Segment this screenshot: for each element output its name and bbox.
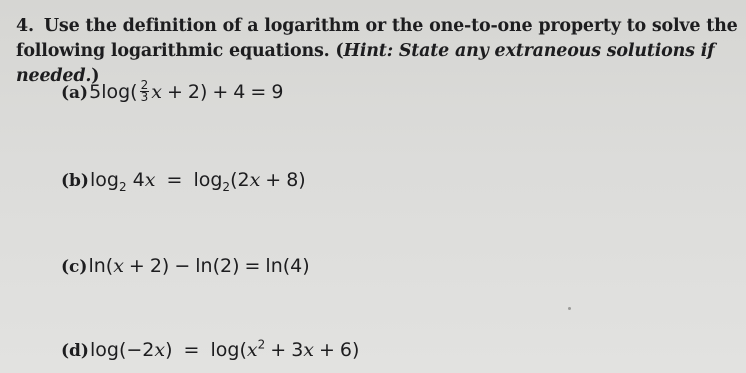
equation-a-math: 5log( $\frac{2}{3}$ x + 2) + 4 = 9 [89,78,284,104]
equation-d [61,338,359,363]
equation-d-math: $\log(-2x) = \log(x^2 + 3x + 6)$ [89,337,360,361]
problem-hint: Hint: State any extraneous solutions if needed. [16,41,715,86]
problem-number: 4. [16,16,34,36]
equation-b-math: $\log_2 4x = \log_2(2x + 8)$ [89,169,306,194]
fraction-two-thirds: $\frac{2}{3}$ [140,78,149,104]
paper-speck [568,307,571,310]
item-label-b: (b) [61,171,89,191]
item-label-a: (a) [61,83,89,103]
equation-b [61,168,306,193]
equation-c [61,254,310,279]
problem-statement [16,14,741,89]
item-label-c: (c) [61,257,88,277]
problem-text: Use the definition of a logarithm or the one-to-one property to solve the following logarithmic equations. ( [16,16,738,61]
equation-c-math: ln(x + 2) − ln(2) = ln(4) [88,255,310,277]
problem-hint-close: ) [91,66,100,86]
item-label-d: (d) [61,341,89,361]
equation-a [61,80,283,105]
